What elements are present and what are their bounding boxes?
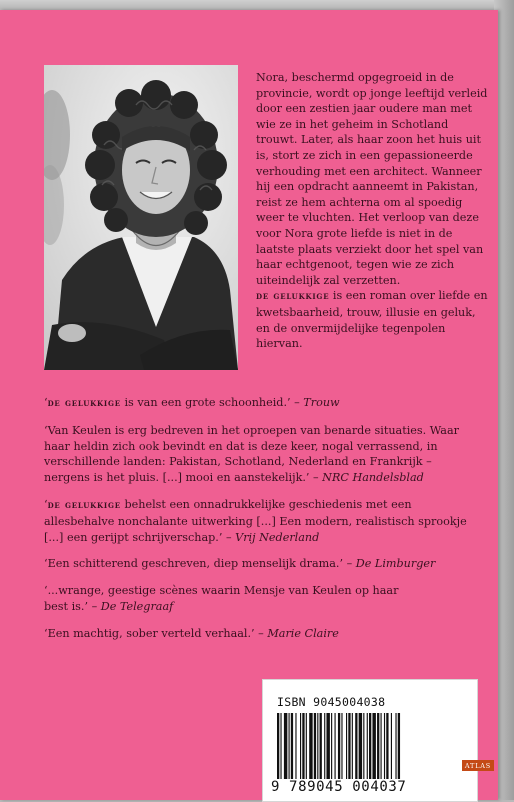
barcode-bar — [381, 713, 382, 779]
barcode-bar — [295, 713, 296, 779]
quote-source: NRC Handelsblad — [322, 471, 424, 485]
barcode-bar — [309, 713, 312, 779]
press-quote: ‘de gelukkige behelst een onnadrukkelijke geschiedenis met een allesbehalve nonchalante uitwerking [...] Een modern, realistisch sprookje [...] een gerijpt schrijverschap.’ – Vrij Nederland — [44, 497, 467, 544]
barcode-bar — [369, 713, 371, 779]
quote-source: Trouw — [303, 396, 340, 409]
isbn-label: ISBN 9045004038 — [277, 695, 386, 709]
portrait-illustration — [44, 65, 238, 370]
barcode-bar — [348, 713, 350, 779]
barcode-bar — [320, 713, 322, 779]
press-quotes — [44, 395, 474, 653]
barcode-bar — [372, 713, 375, 779]
barcode-bar — [395, 713, 396, 779]
barcode-bar — [331, 713, 332, 779]
quote-text: ...wrange, geestige scènes waarin Mensje van Keulen op haar best is.’ – — [44, 584, 399, 613]
barcode-bar — [341, 713, 342, 779]
ean-barcode-icon — [275, 713, 471, 779]
synopsis-ending: is een roman over liefde en kwetsbaarheid, trouw, illusie en geluk, en de onvermijdelijke tegenpolen hiervan. — [256, 289, 488, 351]
barcode-bar — [280, 713, 281, 779]
barcode-bar — [324, 713, 325, 779]
quote-title-caps: de gelukkige — [47, 397, 121, 409]
quote-text: Een schitterend geschreven, diep menselijk drama.’ – — [47, 557, 356, 571]
barcode-bar — [377, 713, 379, 779]
barcode-bar — [289, 713, 290, 779]
quote-text: Van Keulen is erg bedreven in het oproepen van benarde situaties. Waar haar heldin zich ook bevindt en dat is deze keer, nogal verrassend, in verschillende landen: Pakistan, Schotland, Nederland en Frankrijk – nergens is het pluis. [...] mooi en aanstekelijk.’ – — [44, 423, 459, 485]
barcode-bar — [277, 713, 279, 779]
barcode-bar — [355, 713, 357, 779]
barcode-bar — [367, 713, 368, 779]
barcode-bar — [384, 713, 385, 779]
barcode-bar — [398, 713, 400, 779]
barcode-bar — [338, 713, 340, 779]
barcode-bar — [335, 713, 336, 779]
book-synopsis — [256, 70, 492, 352]
barcode-bar — [302, 713, 304, 779]
quote-text: is van een grote schoonheid.’ – — [120, 396, 304, 409]
barcode-bar — [352, 713, 353, 779]
press-quote: ‘Een schitterend geschreven, diep menselijk drama.’ – De Limburger — [44, 557, 436, 571]
barcode-bar — [306, 713, 307, 779]
barcode-bar — [326, 713, 329, 779]
press-quote: ‘Van Keulen is erg bedreven in het oproepen van benarde situaties. Waar haar heldin zich ook bevindt en dat is deze keer, nogal verrassend, in verschillende landen: Pakistan, Schotland, Nederland en Frankrijk – nergens is het pluis. [...] mooi en aanstekelijk.’ – NRC Handelsblad — [44, 423, 459, 485]
barcode-bar — [314, 713, 316, 779]
back-cover — [0, 10, 498, 800]
synopsis-body: Nora, beschermd opgegroeid in de provincie, wordt op jonge leeftijd verleid door een zestien jaar oudere man met wie ze in het geheim in Schotland trouwt. Later, als haar zoon het huis uit is, stort ze zich in een gepassioneerde verhouding met een architect. Wanneer hij een opdracht aanneemt in Pakistan, reist ze hem achterna om al spoedig weer te vluchten. Het verloop van deze voor Nora grote liefde is niet in de laatste plaats verziekt door het spel van haar echtgenoot, tegen wie ze zich uiteindelijk zal verzetten. — [256, 71, 488, 287]
ean-digits: 9 789045 004037 — [271, 779, 407, 795]
quote-source: De Limburger — [355, 557, 436, 571]
isbn-barcode-sticker — [262, 679, 478, 802]
barcode-bar — [391, 713, 392, 779]
quote-source: Vrij Nederland — [235, 530, 320, 544]
barcode-bar — [359, 713, 362, 779]
synopsis-title-caps: de gelukkige — [256, 290, 330, 303]
barcode-bar — [363, 713, 364, 779]
press-quote: ‘de gelukkige is van een grote schoonheid.’ – Trouw — [44, 396, 340, 409]
barcode-bar — [317, 713, 318, 779]
press-quote: ‘Een machtig, sober verteld verhaal.’ – Marie Claire — [44, 626, 339, 640]
quote-source: De Telegraaf — [100, 599, 174, 613]
quote-title-caps: de gelukkige — [47, 498, 121, 511]
press-quote: ‘...wrange, geestige scènes waarin Mensje van Keulen op haar best is.’ – De Telegraaf — [44, 584, 399, 613]
barcode-bar — [291, 713, 293, 779]
publisher-logo: ATLAS — [462, 760, 494, 771]
quote-text: Een machtig, sober verteld verhaal.’ – — [47, 626, 268, 640]
barcode-bar — [386, 713, 388, 779]
barcode-bar — [346, 713, 347, 779]
barcode-bar — [284, 713, 287, 779]
author-portrait-photo — [44, 65, 238, 370]
barcode-bar — [300, 713, 301, 779]
quote-source: Marie Claire — [267, 626, 339, 640]
quote-text: behelst een onnadrukkelijke geschiedenis met een allesbehalve nonchalante uitwerking [...] Een modern, realistisch sprookje [...] een gerijpt schrijverschap.’ – — [44, 497, 467, 544]
